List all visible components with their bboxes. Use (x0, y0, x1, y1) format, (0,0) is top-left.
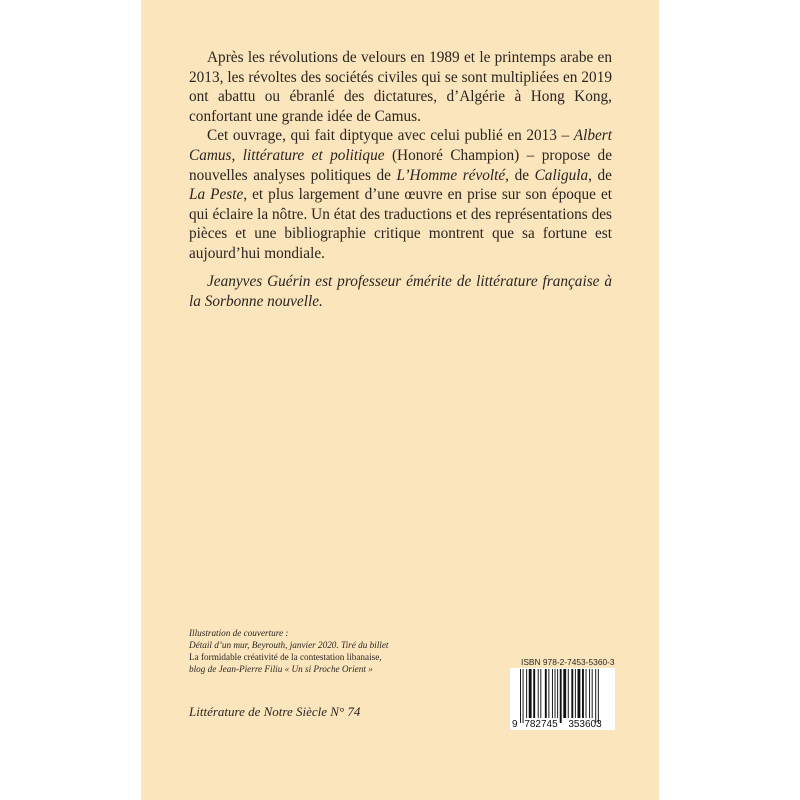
blurb-paragraph-2 (189, 126, 612, 263)
back-cover (141, 0, 659, 800)
blurb-segment: La Peste (189, 186, 244, 204)
blurb (189, 48, 612, 264)
barcode-bar (538, 669, 539, 718)
blurb-segment: L’Homme révolté (396, 166, 506, 184)
isbn-barcode (510, 668, 615, 730)
credits-line-1: Illustration de couverture : (189, 628, 289, 638)
author-bio (189, 272, 612, 311)
barcode-bar (555, 669, 556, 718)
credits-line-3: La formidable créativité de la contestation libanaise, (189, 652, 382, 662)
barcode-bar (529, 669, 532, 718)
blurb-segment: Albert Camus, littérature et politique (189, 127, 612, 164)
barcode-bar (526, 669, 527, 718)
blurb-segment: Caligula (534, 166, 589, 184)
blurb-segment: , et plus largement d’une œuvre en prise sur son époque et qui éclaire la nôtre. Un état des traductions et des représentations des pièces et une bibliographie critique montrent que sa fortune est aujourd’hui mondiale. (189, 186, 612, 262)
barcode-digits-group-1: 782745 (524, 719, 558, 730)
barcode-bar (523, 669, 524, 723)
barcode-bar (575, 669, 576, 718)
barcode-bar (533, 669, 535, 718)
blurb-segment: (Honoré Champion) – propose de nouvelles analyses politiques de (189, 146, 612, 184)
barcode-bar (586, 669, 587, 718)
barcode-bar (568, 669, 569, 718)
barcode-bar (548, 669, 549, 718)
barcode-bar (595, 669, 596, 723)
barcode-bar (563, 669, 566, 718)
barcode-bar (592, 669, 593, 718)
isbn-label: ISBN 978-2-7453-5360-3 (521, 657, 615, 667)
credits-line-2: Détail d’un mur, Beyrouth, janvier 2020. Tiré du billet (189, 640, 389, 650)
barcode-bar (560, 669, 562, 723)
barcode-digits-group-2: 353603 (568, 719, 602, 730)
barcode-bar (520, 669, 521, 723)
blurb-segment: , de (588, 166, 612, 184)
barcode-graphic (510, 668, 615, 730)
blurb-paragraph-1 (189, 48, 612, 126)
barcode-bar (571, 669, 573, 718)
blurb-segment: Après les révolutions de velours en 1989 et le printemps arabe en 2013, les révoltes des sociétés civiles qui se sont multipliées en 2019 ont abattu ou ébranlé des dictatures, d’Algérie à Hong Kong, confortant une grande idée de Camus. (189, 49, 612, 125)
barcode-bar (578, 669, 581, 718)
barcode-bar (589, 669, 590, 718)
series-title: Littérature de Notre Siècle N° 74 (189, 704, 361, 719)
blurb-segment: Cet ouvrage, qui fait diptyque avec celui publié en 2013 – (207, 127, 574, 145)
barcode-digit-first: 9 (512, 719, 518, 730)
barcode-bar (557, 669, 558, 718)
barcode-bar (545, 669, 547, 718)
barcode-bar (598, 669, 599, 723)
author-bio-text: Jeanyves Guérin est professeur émérite de littérature française à la Sorbonne nouvelle. (189, 273, 612, 310)
blurb-segment: , de (505, 166, 535, 184)
barcode-bar (540, 669, 541, 718)
credits-line-4: blog de Jean-Pierre Filiu « Un si Proche Orient » (189, 664, 373, 674)
cover-credits (189, 627, 489, 675)
barcode-bar (552, 669, 553, 718)
barcode-bar (582, 669, 584, 718)
